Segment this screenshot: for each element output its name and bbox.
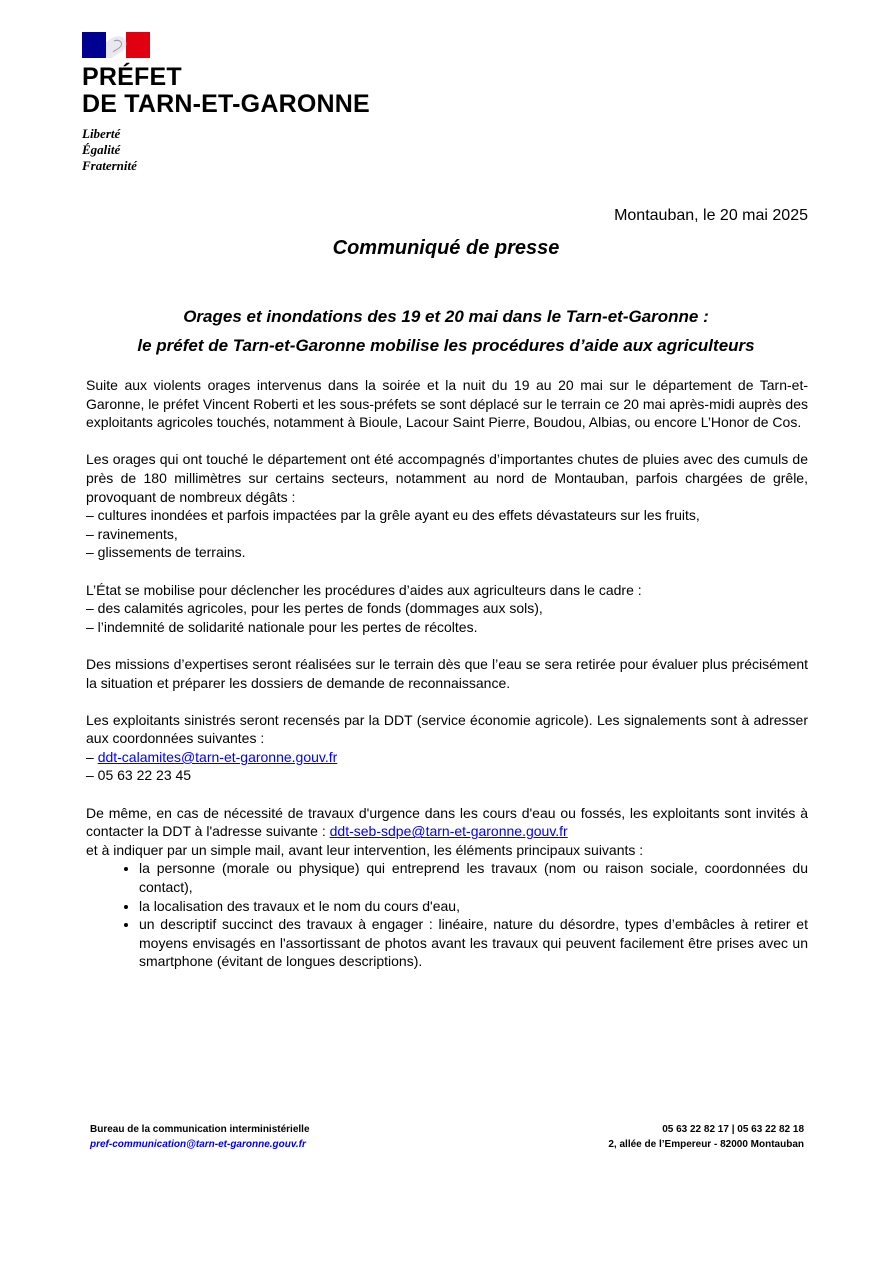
prefecture-title-line2: DE TARN-ET-GARONNE	[82, 90, 370, 118]
paragraph-storms	[86, 450, 808, 562]
damage-item: – glissements de terrains.	[86, 544, 246, 561]
office-address: 2, allée de l’Empereur - 82000 Montauban	[608, 1139, 804, 1150]
marianne-logo-icon	[82, 32, 150, 58]
prefecture-title	[82, 64, 370, 118]
ddt-calamites-email-link[interactable]: ddt-calamites@tarn-et-garonne.gouv.fr	[97, 748, 338, 765]
headline-line1: Orages et inondations des 19 et 20 mai dans le Tarn-et-Garonne :	[183, 307, 709, 326]
contacts-text: Les exploitants sinistrés seront recensés par la DDT (service économie agricole). Les signalements sont à adresser aux coordonnées suivantes :	[86, 711, 808, 747]
footer-contact	[608, 1122, 804, 1152]
paragraph-expertise: Des missions d’expertises seront réalisées sur le terrain dès que l’eau se sera retirée pour évaluer plus précisément la situation et préparer les dossiers de demande de reconnaissance.	[86, 655, 808, 691]
list-item: • la personne (morale ou physique) qui entreprend les travaux (nom ou raison sociale, coordonnées du contact),	[139, 859, 808, 896]
paragraph-urgent-works	[86, 804, 808, 971]
office-phones: 05 63 22 82 17 | 05 63 22 82 18	[662, 1124, 804, 1135]
dash: –	[86, 748, 98, 765]
required-info-list	[86, 859, 808, 971]
republic-motto	[82, 126, 137, 174]
document-type: Communiqué de presse	[332, 237, 560, 259]
office-name: Bureau de la communication interministérielle	[90, 1124, 310, 1135]
prefecture-title-line1: PRÉFET	[82, 63, 182, 91]
list-item: • un descriptif succinct des travaux à engager : linéaire, nature du désordre, types d’embâcles à retirer et moyens envisagés en l'assortissant de photos avant les travaux qui peuvent facilement être prises avec un smartphone (évitant de longues descriptions).	[139, 915, 808, 971]
state-aid-text: L’État se mobilise pour déclencher les procédures d’aides aux agriculteurs dans le cadre :	[86, 581, 642, 598]
headline-line2: le préfet de Tarn-et-Garonne mobilise les procédures d’aide aux agriculteurs	[137, 336, 755, 355]
damage-item: – cultures inondées et parfois impactées par la grêle ayant eu des effets dévastateurs sur les fruits,	[86, 507, 700, 524]
paragraph-state-aid	[86, 581, 808, 637]
aid-item: – l’indemnité de solidarité nationale pour les pertes de récoltes.	[86, 618, 478, 635]
paragraph-contacts	[86, 711, 808, 785]
motto-liberte: Liberté	[82, 126, 121, 141]
ddt-seb-email-link[interactable]: ddt-seb-sdpe@tarn-et-garonne.gouv.fr	[329, 823, 568, 840]
contact-email-line	[86, 748, 808, 767]
paragraph-intro: Suite aux violents orages intervenus dans la soirée et la nuit du 19 au 20 mai sur le département de Tarn-et-Garonne, le préfet Vincent Roberti et les sous-préfets se sont déplacé sur le terrain ce 20 mai après-midi auprès des exploitants agricoles touchés, notamment à Bioule, Lacour Saint Pierre, Boudou, Albias, ou encore L’Honor de Cos.	[86, 377, 808, 431]
list-item: • la localisation des travaux et le nom du cours d'eau,	[139, 897, 808, 916]
footer-office	[90, 1122, 310, 1152]
motto-egalite: Égalité	[82, 142, 121, 157]
storms-text: Les orages qui ont touché le département ont été accompagnés d’importantes chutes de pluies avec des cumuls de près de 180 millimètres sur certains secteurs, notamment au nord de Montauban, parfois chargées de grêle, provoquant de nombreux dégâts :	[86, 451, 808, 505]
motto-fraternite: Fraternité	[82, 158, 137, 173]
headline	[0, 302, 892, 360]
damage-item: – ravinements,	[86, 525, 178, 542]
aid-item: – des calamités agricoles, pour les pertes de fonds (dommages aux sols),	[86, 600, 543, 617]
publication-date: Montauban, le 20 mai 2025	[614, 207, 808, 224]
urgent-works-text: De même, en cas de nécessité de travaux d'urgence dans les cours d'eau ou fossés, les exploitants sont invités à contacter la DDT à l'adresse suivante :	[86, 804, 808, 840]
contact-phone: – 05 63 22 23 45	[86, 767, 192, 784]
press-release-body	[86, 376, 808, 971]
urgent-works-instructions: et à indiquer par un simple mail, avant leur intervention, les éléments principaux suivants :	[86, 841, 644, 858]
office-email-link[interactable]: pref-communication@tarn-et-garonne.gouv.fr	[90, 1139, 306, 1150]
